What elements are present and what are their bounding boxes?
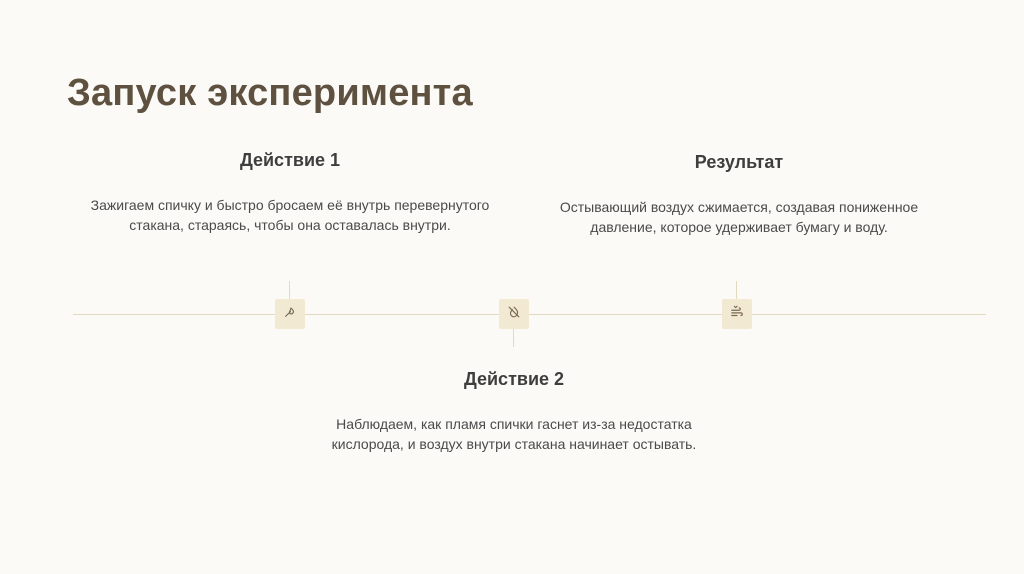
step-text: Зажигаем спичку и быстро бросаем её внутрь перевернутого стакана, стараясь, чтобы она оставалась внутри. xyxy=(90,197,490,233)
flame-off-icon xyxy=(507,305,521,324)
step-action-1 xyxy=(70,150,510,235)
wind-icon xyxy=(730,305,744,324)
timeline-connector xyxy=(736,281,737,299)
page-title: Запуск эксперимента xyxy=(67,72,473,114)
step-text: Остывающий воздух сжимается, создавая пониженное давление, которое удерживает бумагу и воду. xyxy=(559,199,919,235)
timeline-line xyxy=(73,314,986,315)
timeline-connector xyxy=(513,329,514,347)
step-title: Действие 1 xyxy=(239,150,341,170)
timeline-marker-3 xyxy=(722,299,752,329)
timeline-marker-1 xyxy=(275,299,305,329)
step-result xyxy=(528,152,950,237)
timeline-marker-2 xyxy=(499,299,529,329)
step-action-2 xyxy=(300,369,728,454)
step-title: Результат xyxy=(694,152,784,172)
timeline-connector xyxy=(289,281,290,299)
step-title: Действие 2 xyxy=(463,369,565,389)
match-flame-icon xyxy=(283,305,297,324)
step-text: Наблюдаем, как пламя спички гаснет из-за недостатка кислорода, и воздух внутри стакана начинает остывать. xyxy=(331,416,697,452)
